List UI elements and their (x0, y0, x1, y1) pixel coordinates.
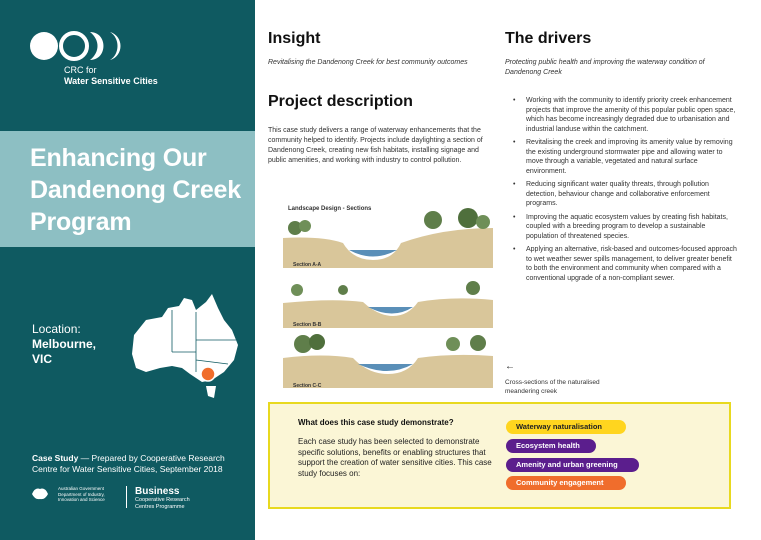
location-label: Location: (32, 322, 81, 336)
section-b-diagram (283, 281, 493, 328)
section-a-diagram (283, 208, 493, 268)
section-a-label: Section A-A (293, 262, 322, 268)
gov-line1: Australian Government (58, 486, 105, 491)
section-c-label: Section C-C (293, 383, 322, 389)
gov-text (58, 486, 118, 503)
left-panel (0, 0, 255, 540)
business-title: Business (135, 486, 180, 497)
divider (126, 486, 127, 508)
figure-caption: Cross-sections of the naturalised meandering creek (505, 379, 600, 395)
location (32, 322, 96, 367)
case-study-text: — Prepared by Cooperative Research Centre for Water Sensitive Cities, September 2018 (32, 453, 225, 474)
driver-item: • Applying an alternative, risk-based and outcomes-focused approach to wet weather sewer spills management, to deliver greater benefit to both the environment and community when compared with a conventional upgrade of a non-compliant sewer. (513, 245, 738, 283)
cross-sections-figure (283, 198, 493, 393)
tag-ecosystem-health: Ecosystem health (506, 439, 596, 453)
project-text: This case study delivers a range of waterway enhancements that the community helped to identify. Projects include daylighting a section of Dandenong Creek, creating new fish habitats, installing signage and public amenities, and working with industry to control pollution. (268, 127, 483, 164)
page-title: Enhancing Our Dandenong Creek Program (30, 144, 241, 236)
crc-logo (30, 30, 125, 62)
drivers-heading: The drivers (505, 30, 592, 47)
demonstration-text: Each case study has been selected to demonstrate specific solutions, benefits or enabling structures that support the creation of water sensitive cities. This case study focuses on: (298, 437, 492, 478)
gov-line3: Innovation and Science (58, 497, 105, 502)
business-line2: Centres Programme (135, 503, 185, 510)
logo-line1: CRC for (64, 65, 97, 75)
project-heading: Project description (268, 93, 413, 110)
driver-item: • Working with the community to identify priority creek enhancement projects that improve the amenity of this popular public open space, which has become increasingly degraded due to urbanisation and industrial landuse within the catchment. (513, 96, 738, 134)
case-study-credit (32, 453, 247, 475)
australian-crest-icon (30, 486, 50, 502)
figure-title: Landscape Design - Sections (288, 206, 372, 212)
logo-line2: Water Sensitive Cities (64, 76, 158, 86)
insight-text: Revitalising the Dandenong Creek for best community outcomes (268, 59, 468, 66)
drivers-list (513, 96, 738, 287)
demonstration-question: What does this case study demonstrate? (298, 418, 454, 427)
driver-item: • Improving the aquatic ecosystem values by creating fish habitats, coupled with a breeding program to develop a sustainable population of threatened species. (513, 213, 738, 242)
tag-waterway-naturalisation: Waterway naturalisation (506, 420, 626, 434)
gov-line2: Department of Industry, (58, 491, 105, 497)
logo-text (64, 65, 158, 87)
left-arrow-icon: ← (505, 361, 515, 372)
business-line1: Cooperative Research (135, 497, 190, 503)
business-logo (135, 486, 190, 510)
driver-item: • Revitalising the creek and improving its amenity value by removing the existing underground stormwater pipe and allowing water to move through a variable, vegetated and natural surface environment. (513, 138, 738, 176)
section-c-diagram (283, 334, 493, 389)
australia-map-icon (124, 290, 244, 405)
drivers-subtitle: Protecting public health and improving the waterway condition of Dandenong Creek (505, 59, 705, 76)
driver-item: • Reducing significant water quality threats, through pollution detection, behaviour change and collaborative enforcement programs. (513, 180, 738, 209)
case-study-label: Case Study (32, 453, 79, 463)
location-city: Melbourne, (32, 337, 97, 351)
tag-community-engagement: Community engagement (506, 476, 626, 490)
insight-heading: Insight (268, 30, 321, 47)
section-b-label: Section B-B (293, 322, 322, 328)
location-state: VIC (32, 352, 53, 366)
gov-logos (30, 486, 190, 510)
tag-amenity-urban-greening: Amenity and urban greening (506, 458, 639, 472)
